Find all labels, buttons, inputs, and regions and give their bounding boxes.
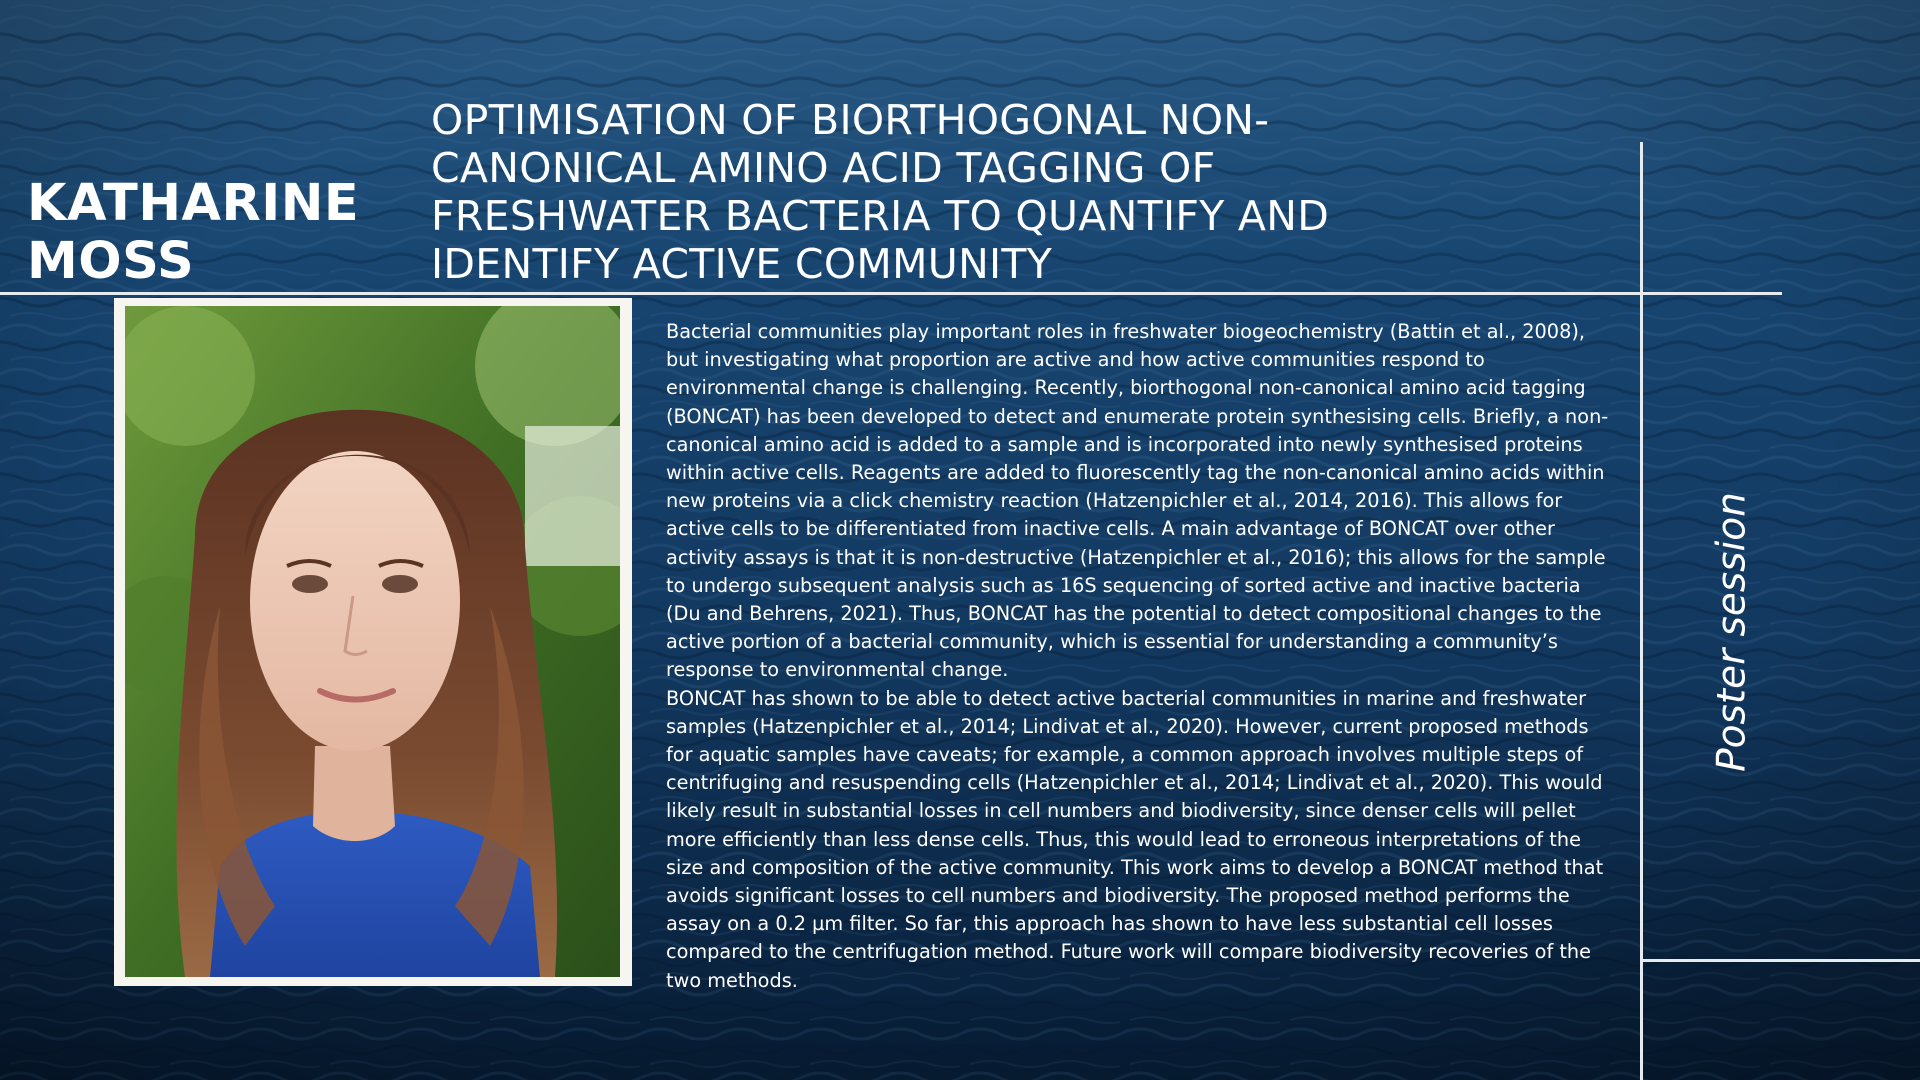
speaker-name: [27, 175, 359, 291]
bottom-right-divider: [1640, 959, 1920, 962]
speaker-photo: [125, 306, 620, 977]
session-label: Poster session: [1709, 492, 1755, 772]
abstract-paragraph-1: Bacterial communities play important roles in freshwater biogeochemistry (Battin et al., 2008), but investigating what proportion are active and how active communities respond to environmental change is challenging. Recently, biorthogonal non-canonical amino acid tagging (BONCAT) has been developed to detect and enumerate protein synthesising cells. Briefly, a non-canonical amino acid is added to a sample and is incorporated into newly synthesised proteins within active cells. Reagents are added to fluorescently tag the non-canonical amino acids within new proteins via a click chemistry reaction (Hatzenpichler et al., 2014, 2016). This allows for active cells to be differentiated from inactive cells. A main advantage of BONCAT over other activity assays is that it is non-destructive (Hatzenpichler et al., 2016); this allows for the sample to undergo subsequent analysis such as 16S sequencing of sorted active and inactive bacteria (Du and Behrens, 2021). Thus, BONCAT has the potential to detect compositional changes to the active portion of a bacterial community, which is essential for understanding a community’s response to environmental change.: [666, 320, 1609, 682]
vertical-divider: [1640, 142, 1643, 1080]
horizontal-divider: [0, 292, 1782, 295]
speaker-photo-frame: [114, 298, 632, 986]
speaker-last-name: MOSS: [27, 232, 195, 291]
abstract-paragraph-2: BONCAT has shown to be able to detect active bacterial communities in marine and freshwater samples (Hatzenpichler et al., 2014; Lindivat et al., 2020). However, current proposed methods for aquatic samples have caveats; for example, a common approach involves multiple steps of centrifuging and resuspending cells (Hatzenpichler et al., 2014; Lindivat et al., 2020). This would likely result in substantial losses in cell numbers and biodiversity, since denser cells will pellet more efficiently than less dense cells. Thus, this would lead to erroneous interpretations of the size and composition of the active community. This work aims to develop a BONCAT method that avoids significant losses to cell numbers and biodiversity. The proposed method performs the assay on a 0.2 µm filter. So far, this approach has shown to have less substantial cell losses compared to the centrifugation method. Future work will compare biodiversity recoveries of the two methods.: [666, 686, 1604, 992]
abstract: [666, 318, 1616, 995]
talk-title: OPTIMISATION OF BIORTHOGONAL NON-CANONICAL AMINO ACID TAGGING OF FRESHWATER BACTERIA TO QUANTIFY AND IDENTIFY ACTIVE COMMUNITY: [431, 96, 1330, 288]
speaker-first-name: KATHARINE: [27, 174, 360, 233]
